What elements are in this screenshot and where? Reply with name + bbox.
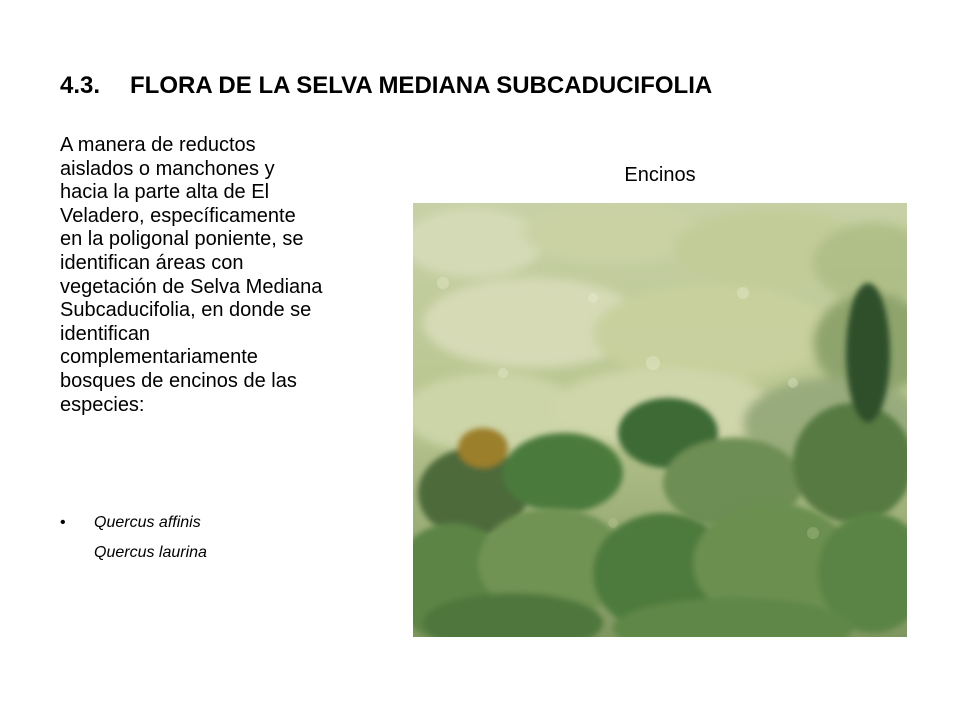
- body-line: A manera de reductos: [60, 134, 256, 156]
- body-paragraph: [60, 134, 380, 417]
- forest-photo: [413, 203, 907, 637]
- species-list: [60, 508, 207, 568]
- species-name: Quercus affinis: [94, 514, 201, 531]
- page-title: [60, 72, 712, 100]
- species-item: [60, 508, 207, 538]
- body-line: Subcaducifolia, en donde se: [60, 299, 312, 322]
- body-line: vegetación de Selva Mediana: [60, 275, 323, 298]
- species-name: Quercus laurina: [94, 544, 207, 561]
- body-line: aislados o manchones y: [60, 157, 275, 180]
- title-text: FLORA DE LA SELVA MEDIANA SUBCADUCIFOLIA: [130, 72, 713, 99]
- body-line: bosques de encinos de las: [60, 369, 297, 392]
- body-line: en la poligonal poniente, se: [60, 228, 304, 251]
- body-line: hacia la parte alta de El: [60, 181, 270, 204]
- body-line: complementariamente: [60, 346, 258, 369]
- body-line: identifican áreas con: [60, 251, 244, 274]
- species-item: [60, 538, 207, 568]
- title-number: 4.3.: [60, 72, 101, 99]
- body-line: Veladero, específicamente: [60, 204, 296, 227]
- bullet-icon: •: [60, 514, 66, 531]
- body-line: especies:: [60, 393, 145, 416]
- body-line: identifican: [60, 322, 151, 345]
- image-caption: Encinos: [624, 164, 696, 186]
